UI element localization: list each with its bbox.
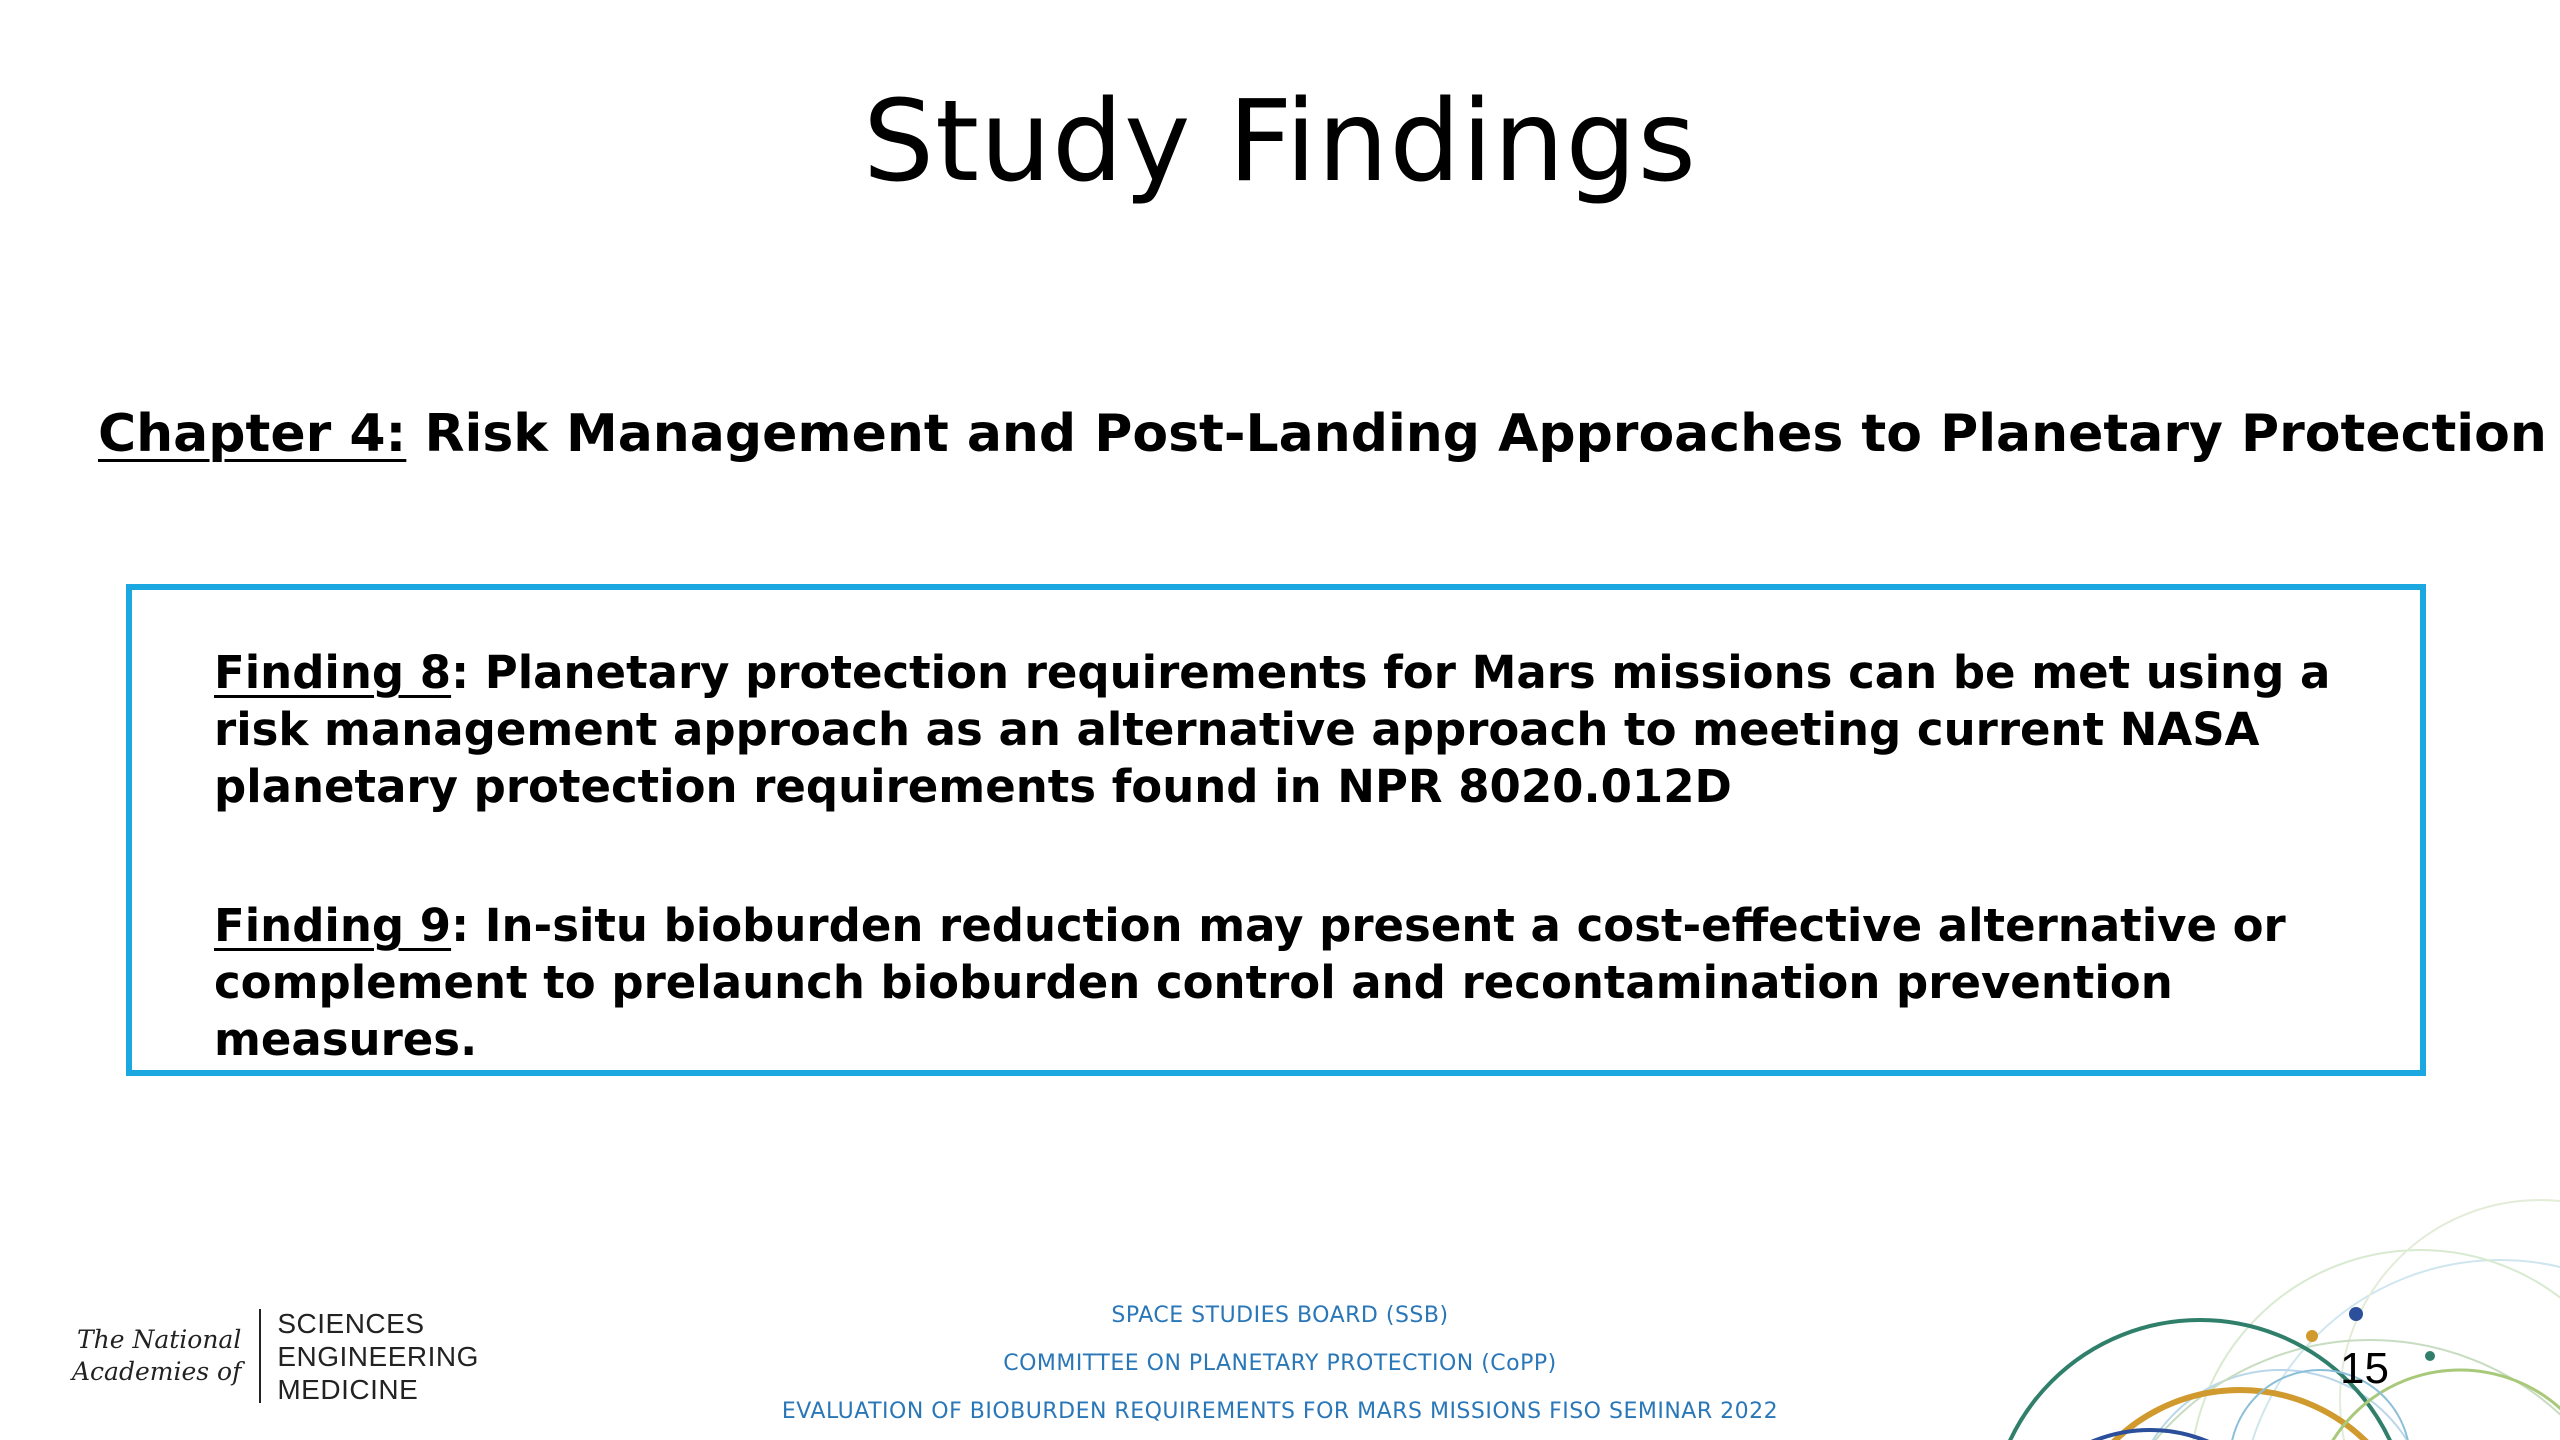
chapter-heading bbox=[98, 398, 2547, 470]
finding-9 bbox=[214, 897, 2404, 1068]
finding-9-text: : In-situ bioburden reduction may present a cost-effective alternative or complement to prelaunch bioburden control and recontamination prevention measures. bbox=[214, 899, 2286, 1066]
footer-line-copp: COMMITTEE ON PLANETARY PROTECTION (CoPP) bbox=[1003, 1351, 1557, 1376]
chapter-title: Risk Management and Post-Landing Approaches to Planetary Protection bbox=[406, 404, 2547, 464]
finding-9-label: Finding 9 bbox=[214, 899, 452, 952]
page-number: 15 bbox=[2340, 1344, 2389, 1393]
logo-engineering: ENGINEERING bbox=[277, 1340, 479, 1372]
footer-line-seminar: EVALUATION OF BIOBURDEN REQUIREMENTS FOR MARS MISSIONS FISO SEMINAR 2022 bbox=[781, 1399, 1779, 1424]
logo-left-line-1: The National bbox=[76, 1325, 242, 1354]
finding-8 bbox=[214, 644, 2404, 815]
decorative-arcs-graphic bbox=[1900, 1100, 2560, 1440]
findings-box bbox=[126, 584, 2426, 1076]
finding-8-label: Finding 8 bbox=[214, 646, 452, 699]
chapter-label: Chapter 4: bbox=[98, 404, 407, 464]
logo-left-line-2: Academies of bbox=[72, 1357, 242, 1386]
logo-sciences: SCIENCES bbox=[277, 1307, 425, 1339]
finding-8-text: : Planetary protection requirements for Mars missions can be met using a risk management approach as an alternative approach to meeting current NASA planetary protection requirements found in NPR 8020.012D bbox=[214, 646, 2331, 813]
slide-title: Study Findings bbox=[863, 77, 1697, 207]
logo-medicine: MEDICINE bbox=[277, 1373, 419, 1405]
footer-line-ssb: SPACE STUDIES BOARD (SSB) bbox=[1111, 1303, 1449, 1328]
